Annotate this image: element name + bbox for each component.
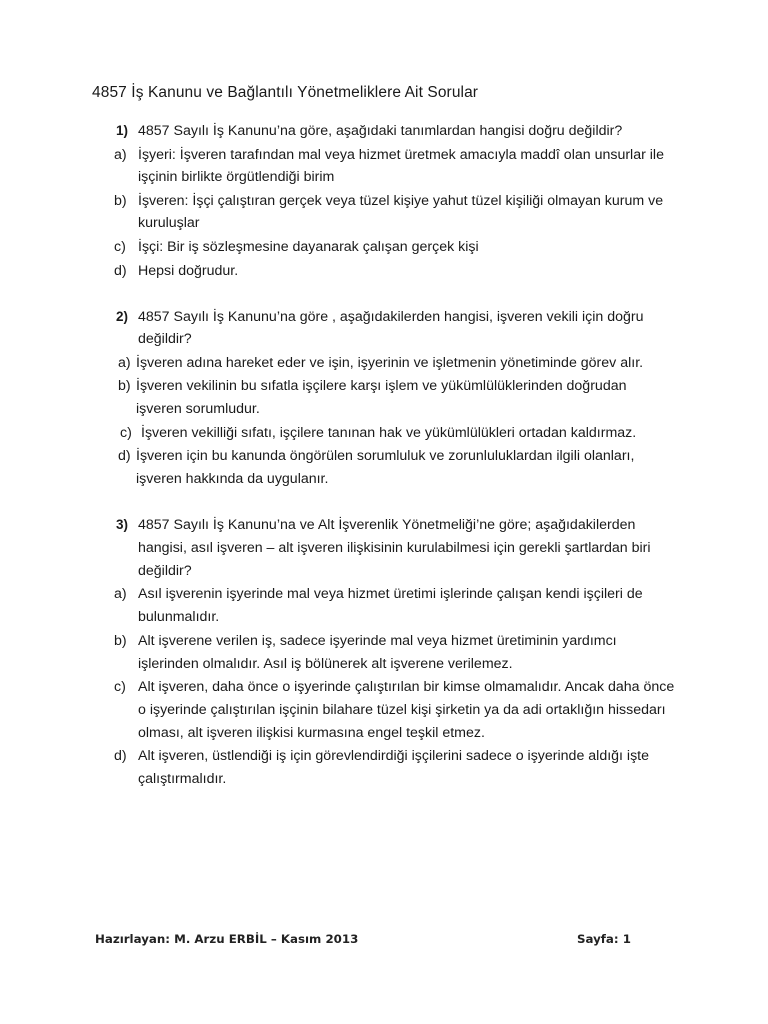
question-2-option-d-line-1: İşveren için bu kanunda öngörülen sorumluluk ve zorunluluklardan ilgili olanları, xyxy=(136,448,635,464)
question-2-number: 2) xyxy=(116,309,129,324)
question-2-option-c-label: c) xyxy=(120,425,132,441)
question-2-text-line-1: 4857 Sayılı İş Kanunu’na göre , aşağıdakilerden hangisi, işveren vekili için doğru xyxy=(138,309,644,325)
question-1-number: 1) xyxy=(116,123,129,138)
question-2-option-a-line-1: İşveren adına hareket eder ve işin, işyerinin ve işletmenin yönetiminde görev alır. xyxy=(136,355,644,371)
question-1-option-d-line-1: Hepsi doğrudur. xyxy=(138,263,239,279)
question-1-option-a-label: a) xyxy=(114,147,127,163)
question-3-text-line-2: hangisi, asıl işveren – alt işveren ilişkisinin kurulabilmesi için gerekli şartlardan biri xyxy=(138,540,651,556)
question-1-option-b-label: b) xyxy=(114,193,127,209)
question-3-text-line-3: değildir? xyxy=(138,563,192,579)
question-1-option-a-line-1: İşyeri: İşveren tarafından mal veya hizmet üretmek amacıyla maddî olan unsurlar ile xyxy=(138,147,664,163)
question-2-option-d-line-2: işveren hakkında da uygulanır. xyxy=(136,471,329,487)
question-1-option-d-label: d) xyxy=(114,263,127,279)
question-3-option-b-label: b) xyxy=(114,633,127,649)
footer-author: Hazırlayan: M. Arzu ERBİL – Kasım 2013 xyxy=(95,932,359,946)
footer-page-number: Sayfa: 1 xyxy=(577,932,631,946)
question-1-option-b-line-2: kuruluşlar xyxy=(138,215,200,231)
question-1-text: 4857 Sayılı İş Kanunu’na göre, aşağıdaki tanımlardan hangisi doğru değildir? xyxy=(138,123,623,139)
question-3-option-b-line-1: Alt işverene verilen iş, sadece işyerinde mal veya hizmet üretiminin yardımcı xyxy=(138,633,617,649)
question-2-option-d-label: d) xyxy=(118,448,131,464)
question-3-option-c-label: c) xyxy=(114,679,126,695)
question-2-option-b-label: b) xyxy=(118,378,131,394)
question-1-option-c-label: c) xyxy=(114,239,126,255)
question-3-option-c-line-1: Alt işveren, daha önce o işyerinde çalıştırılan bir kimse olmamalıdır. Ancak daha önce xyxy=(138,679,675,695)
question-3-option-d-line-2: çalıştırmalıdır. xyxy=(138,771,227,787)
question-3-number: 3) xyxy=(116,517,129,532)
question-1-option-a-line-2: işçinin birlikte örgütlendiği birim xyxy=(138,169,335,185)
question-3-option-a-line-2: bulunmalıdır. xyxy=(138,609,220,625)
question-2-option-b-line-2: işveren sorumludur. xyxy=(136,401,260,417)
question-2-text-line-2: değildir? xyxy=(138,331,192,347)
question-3-option-c-line-2: o işyerinde çalıştırılan işçinin bilahare tüzel kişi şirketin ya da adi ortaklığın hissedarı xyxy=(138,702,666,718)
question-1-option-b-line-1: İşveren: İşçi çalıştıran gerçek veya tüzel kişiye yahut tüzel kişiliği olmayan kurum ve xyxy=(138,193,664,209)
question-3-text-line-1: 4857 Sayılı İş Kanunu’na ve Alt İşverenlik Yönetmeliği’ne göre; aşağıdakilerden xyxy=(138,517,636,533)
question-2-option-a-label: a) xyxy=(118,355,131,371)
question-2-option-b-line-1: İşveren vekilinin bu sıfatla işçilere karşı işlem ve yükümlülüklerinden doğrudan xyxy=(136,378,627,394)
question-3-option-d-label: d) xyxy=(114,748,127,764)
question-3-option-c-line-3: olması, alt işveren ilişkisi kurmasına engel teşkil etmez. xyxy=(138,725,485,741)
document-title: 4857 İş Kanunu ve Bağlantılı Yönetmeliklere Ait Sorular xyxy=(92,84,479,101)
question-3-option-b-line-2: işlerinden olmalıdır. Asıl iş bölünerek alt işverene verilemez. xyxy=(138,656,513,672)
question-3-option-d-line-1: Alt işveren, üstlendiği iş için görevlendirdiği işçilerini sadece o işyerinde aldığı işte xyxy=(138,748,649,764)
question-1-option-c-line-1: İşçi: Bir iş sözleşmesine dayanarak çalışan gerçek kişi xyxy=(138,239,479,255)
question-3-option-a-label: a) xyxy=(114,586,127,602)
question-3-option-a-line-1: Asıl işverenin işyerinde mal veya hizmet üretimi işlerinde çalışan kendi işçileri de xyxy=(138,586,643,602)
question-2-option-c-line-1: İşveren vekilliği sıfatı, işçilere tanınan hak ve yükümlülükleri ortadan kaldırmaz. xyxy=(141,425,637,441)
